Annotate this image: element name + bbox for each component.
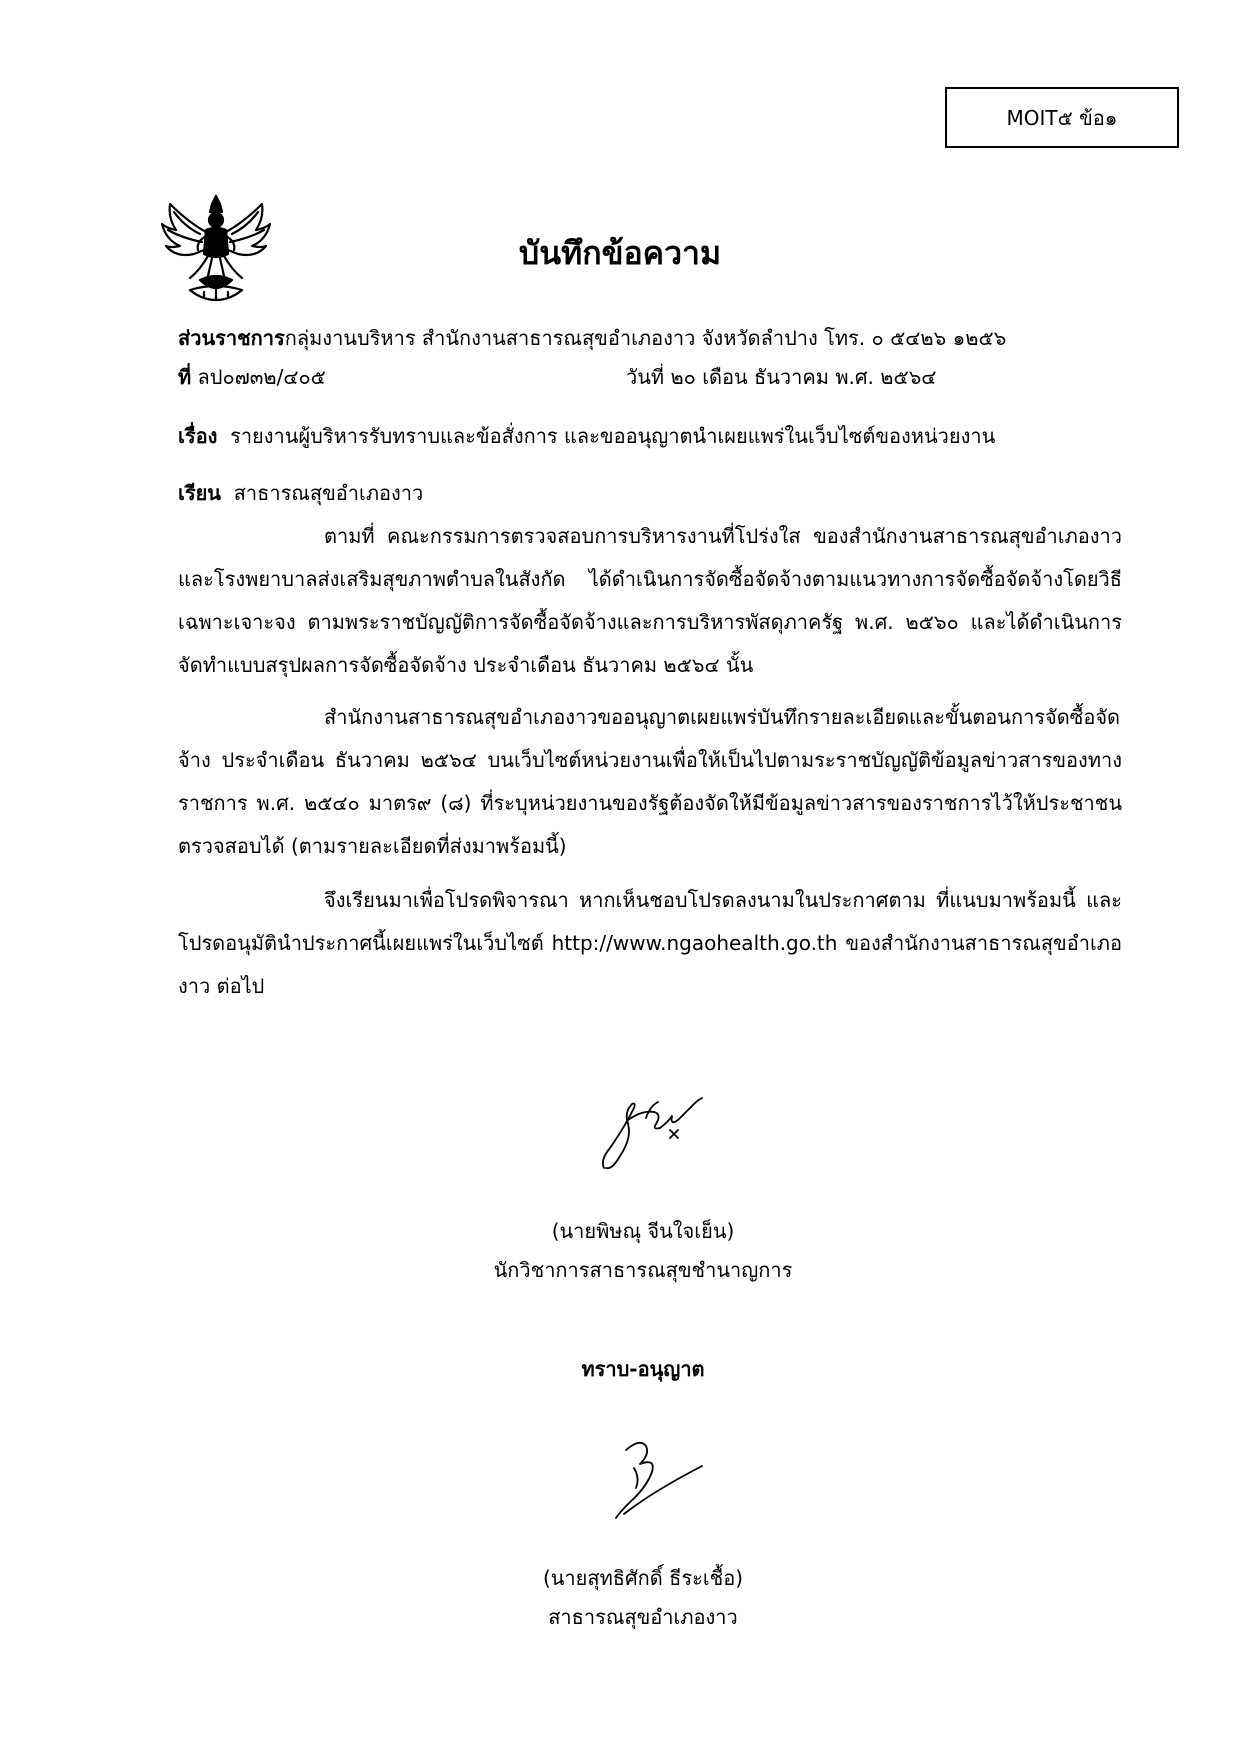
signer-2-position: สาธารณสุขอำเภองาว <box>548 1605 738 1629</box>
signer-1-position: นักวิชาการสาธารณสุขชำนาญการ <box>493 1258 793 1282</box>
approval-label: ทราบ-อนุญาต <box>581 1357 705 1381</box>
signer-2-name: (นายสุทธิศักดิ์ ธีระเชื้อ) <box>542 1566 744 1590</box>
reference-line <box>178 361 326 393</box>
agency-value: กลุ่มงานบริหาร สำนักงานสาธารณสุขอำเภองาว จังหวัดลำปาง โทร. ๐ ๕๔๒๖ ๑๒๕๖ <box>284 326 1007 350</box>
to-label: เรียน <box>178 481 221 505</box>
body-paragraph-3: จึงเรียนมาเพื่อโปรดพิจารณา หากเห็นชอบโปรดลงนามในประกาศตาม ที่แนบมาพร้อมนี้ และโปรดอนุมัตินำประกาศนี้เผยแพร่ในเว็บไซต์ http://www.ngaohealth.go.th ของสำนักงานสาธารณสุขอำเภองาว ต่อไป <box>178 888 1122 998</box>
body-paragraph-2: สำนักงานสาธารณสุขอำเภองาวขออนุญาตเผยแพร่บันทึกรายละเอียดและขั้นตอนการจัดซื้อจัดจ้าง ประจำเดือน ธันวาคม ๒๕๖๔ บนเว็บไซต์หน่วยงานเพื่อให้เป็นไปตามระราชบัญญัติข้อมูลข่าวสารของทางราชการ พ.ศ. ๒๕๔๐ มาตร๙ (๘) ที่ระบุหน่วยงานของรัฐต้องจัดให้มีข้อมูลข่าวสารของราชการไว้ให้ประชาชนตรวจสอบได้ (ตามรายละเอียดที่ส่งมาพร้อมนี้) <box>178 705 1122 858</box>
signature-1-image <box>598 1090 708 1175</box>
ref-value: ลป๐๗๓๒/๔๐๕ <box>197 365 326 389</box>
signature-2-image <box>606 1428 706 1528</box>
reference-box <box>945 87 1179 148</box>
subject-value: รายงานผู้บริหารรับทราบและข้อสั่งการ และขออนุญาตนำเผยแพร่ในเว็บไซต์ของหน่วยงาน <box>230 424 996 448</box>
to-line <box>178 477 423 509</box>
subject-line <box>178 420 995 452</box>
body-paragraph-1: ตามที่ คณะกรรมการตรวจสอบการบริหารงานที่โปร่งใส ของสำนักงานสาธารณสุขอำเภองาว และโรงพยาบาลส่งเสริมสุขภาพตำบลในสังกัด ได้ดำเนินการจัดซื้อจัดจ้างตามแนวทางการจัดซื้อจัดจ้างโดยวิธีเฉพาะเจาะจง ตามพระราชบัญญัติการจัดซื้อจัดจ้างและการบริหารพัสดุภาครัฐ พ.ศ. ๒๕๖๐ และได้ดำเนินการจัดทำแบบสรุปผลการจัดซื้อจัดจ้าง ประจำเดือน ธันวาคม ๒๕๖๔ นั้น <box>178 524 1122 677</box>
date-line: วันที่ ๒๐ เดือน ธันวาคม พ.ศ. ๒๕๖๔ <box>626 365 937 389</box>
document-title: บันทึกข้อความ <box>518 234 722 272</box>
reference-label: MOIT๕ ข้อ๑ <box>1006 105 1118 130</box>
subject-label: เรื่อง <box>178 424 218 448</box>
signer-1-name: (นายพิษณุ จีนใจเย็น) <box>551 1219 735 1243</box>
agency-line <box>178 322 1006 354</box>
agency-label: ส่วนราชการ <box>178 326 285 350</box>
to-value: สาธารณสุขอำเภองาว <box>233 481 424 505</box>
ref-label: ที่ <box>178 365 192 389</box>
